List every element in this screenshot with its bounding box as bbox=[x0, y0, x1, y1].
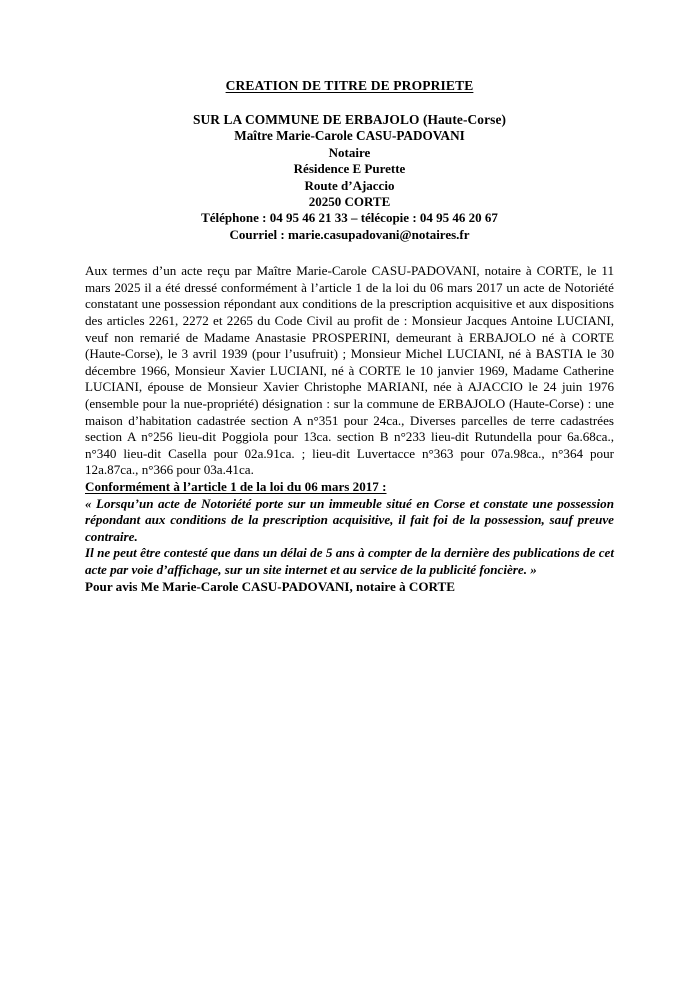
notary-role-line: Notaire bbox=[328, 144, 371, 160]
signature-line: Pour avis Me Marie-Carole CASU-PADOVANI, notaire à CORTE bbox=[85, 578, 456, 594]
main-paragraph: Aux termes d’un acte reçu par Maître Marie-Carole CASU-PADOVANI, notaire à CORTE, le 11 mars 2025 il a été dressé conformément à l’article 1 de la loi du 06 mars 2017 un acte de Notoriété constatant une possession répondant aux conditions de la prescription acquisitive et aux dispositions des articles 2261, 2272 et 2265 du Code Civil au profit de : Monsieur Jacques Antoine LUCIANI, veuf non remarié de Madame Anastasie PROSPERINI, demeurant à ERBAJOLO né à CORTE (Haute-Corse), le 3 avril 1939 (pour l’usufruit) ; Monsieur Michel LUCIANI, né à BASTIA le 30 décembre 1966, Monsieur Xavier LUCIANI, né à CORTE le 10 janvier 1969, Madame Catherine LUCIANI, épouse de Monsieur Xavier Christophe MARIANI, née à AJACCIO le 24 juin 1976 (ensemble pour la nue-propriété) désignation : sur la commune de ERBAJOLO (Haute-Corse) : une maison d’habitation cadastrée section A n°351 pour 24ca., Diverses parcelles de terre cadastrées section A n°256 lieu-dit Poggiola pour 13ca. section B n°233 lieu-dit Rutundella pour 6a.68ca., n°340 lieu-dit Casella pour 02a.91ca. ; lieu-dit Luvertacce n°363 pour 07a.98ca., n°364 pour 12a.87ca., n°366 pour 03a.41ca. bbox=[85, 263, 614, 478]
street-line: Route d’Ajaccio bbox=[304, 177, 395, 193]
residence-line: Résidence E Purette bbox=[293, 161, 406, 177]
notary-header-block bbox=[85, 112, 614, 243]
law-article-heading bbox=[85, 479, 614, 496]
document-content bbox=[85, 78, 614, 595]
postal-city-line: 20250 CORTE bbox=[308, 194, 391, 210]
email-line: Courriel : marie.casupadovani@notaires.fr bbox=[229, 226, 470, 242]
page-title-text: CREATION DE TITRE DE PROPRIETE bbox=[225, 78, 474, 93]
law-quotation-part-two: Il ne peut être contesté que dans un délai de 5 ans à compter de la dernière des publications de cet acte par voie d’affichage, sur un site internet et au service de la publicité foncière. » bbox=[85, 545, 614, 577]
notary-name-line: Maître Marie-Carole CASU-PADOVANI bbox=[234, 128, 465, 144]
phone-fax-line: Téléphone : 04 95 46 21 33 – télécopie : 04 95 46 20 67 bbox=[201, 210, 498, 226]
commune-line: SUR LA COMMUNE DE ERBAJOLO (Haute-Corse) bbox=[192, 112, 507, 127]
law-quotation-part-one: « Lorsqu’un acte de Notoriété porte sur un immeuble situé en Corse et constate une possession répondant aux conditions de la prescription acquisitive, il fait foi de la possession, sauf preuve contraire. bbox=[85, 495, 614, 544]
page-title bbox=[85, 78, 614, 94]
law-quotation bbox=[85, 496, 614, 579]
law-article-heading-text: Conformément à l’article 1 de la loi du 06 mars 2017 : bbox=[85, 478, 387, 494]
